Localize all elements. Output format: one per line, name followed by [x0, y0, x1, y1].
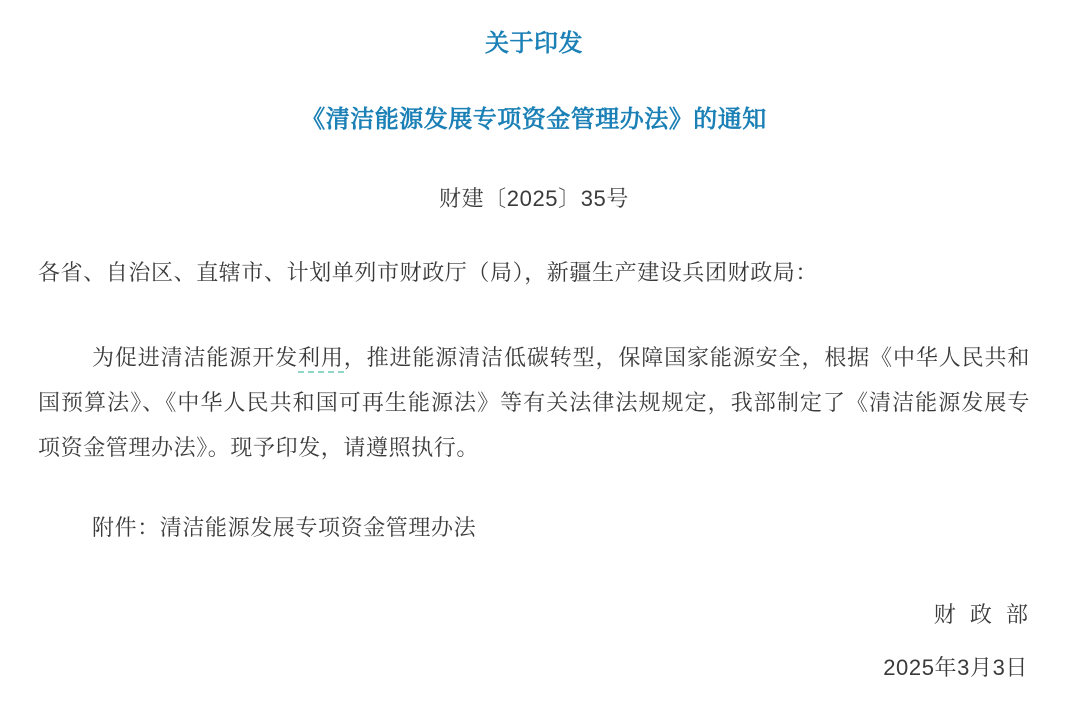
document-title-line2: 《清洁能源发展专项资金管理办法》的通知 — [301, 106, 767, 133]
attachment-line: 附件：清洁能源发展专项资金管理办法 — [92, 515, 477, 540]
body-paragraph — [38, 335, 1030, 470]
document-title-line1: 关于印发 — [485, 30, 583, 57]
paragraph-text-before: 为促进清洁能源开发 — [92, 345, 298, 370]
spellcheck-underline-mark: 利用 — [298, 345, 344, 373]
signature-issuer: 财 政 部 — [933, 602, 1028, 627]
paragraph-text-after: ，推进能源清洁低碳转型，保障国家能源安全，根据《中华人民共和国预算法》、《中华人民共和国可再生能源法》等有关法律法规规定，我部制定了《清洁能源发展专项资金管理办法》。现予印发，请遵照执行。 — [38, 345, 1030, 460]
salutation-line: 各省、自治区、直辖市、计划单列市财政厅（局），新疆生产建设兵团财政局： — [38, 260, 819, 285]
document-number: 财建〔2025〕35号 — [438, 186, 629, 211]
signature-date: 2025年3月3日 — [883, 655, 1028, 680]
